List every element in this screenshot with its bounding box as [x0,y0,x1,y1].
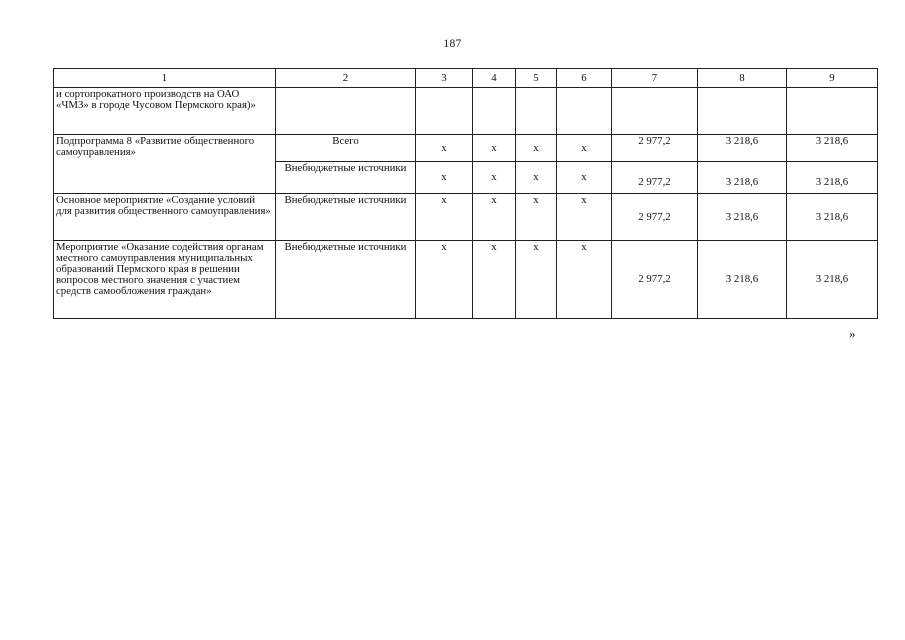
mark-cell: х [473,194,516,241]
mark-cell: х [557,135,612,162]
mark-cell: х [473,162,516,194]
amount-cell: 2 977,2 [612,162,698,194]
column-header: 9 [787,69,878,88]
amount-cell: 3 218,6 [698,194,787,241]
mark-cell: х [516,162,557,194]
mark-cell [557,88,612,135]
mark-cell [416,88,473,135]
amount-cell: 3 218,6 [698,241,787,319]
budget-table [53,68,878,319]
mark-cell: х [557,241,612,319]
source-cell: Всего [276,135,416,162]
mark-cell: х [516,194,557,241]
mark-cell: х [416,135,473,162]
amount-cell: 3 218,6 [698,135,787,162]
amount-cell: 3 218,6 [787,241,878,319]
source-cell [276,88,416,135]
source-cell: Внебюджетные источники [276,241,416,319]
mark-cell: х [416,162,473,194]
mark-cell: х [557,162,612,194]
table-row [54,135,878,162]
amount-cell: 2 977,2 [612,194,698,241]
mark-cell: х [473,241,516,319]
table-row [54,194,878,241]
source-cell: Внебюджетные источники [276,162,416,194]
amount-cell: 2 977,2 [612,135,698,162]
amount-cell: 3 218,6 [787,162,878,194]
page-number: 187 [443,38,462,50]
table-row [54,241,878,319]
column-header: 4 [473,69,516,88]
row-name-cell: Основное мероприятие «Создание условий для развития общественного самоуправления» [54,194,276,241]
column-header: 7 [612,69,698,88]
closing-quote: » [849,326,856,341]
mark-cell: х [473,135,516,162]
column-header: 5 [516,69,557,88]
mark-cell: х [416,194,473,241]
column-header: 3 [416,69,473,88]
mark-cell: х [516,135,557,162]
amount-cell [787,88,878,135]
mark-cell: х [516,241,557,319]
source-cell: Внебюджетные источники [276,194,416,241]
row-name-cell: Мероприятие «Оказание содействия органам местного самоуправления муниципальных образований Пермского края в решении вопросов местного значения с участием средств самообложения граждан» [54,241,276,319]
row-name-cell: Подпрограмма 8 «Развитие общественного самоуправления» [54,135,276,194]
amount-cell: 2 977,2 [612,241,698,319]
column-header: 1 [54,69,276,88]
table-row [54,88,878,135]
mark-cell [473,88,516,135]
mark-cell: х [416,241,473,319]
column-header: 6 [557,69,612,88]
amount-cell [698,88,787,135]
column-header: 8 [698,69,787,88]
amount-cell [612,88,698,135]
mark-cell [516,88,557,135]
table-header-row [54,69,878,88]
amount-cell: 3 218,6 [787,135,878,162]
amount-cell: 3 218,6 [787,194,878,241]
amount-cell: 3 218,6 [698,162,787,194]
column-header: 2 [276,69,416,88]
row-name-cell: и сортопрокатного производств на ОАО «ЧМЗ» в городе Чусовом Пермского края)» [54,88,276,135]
mark-cell: х [557,194,612,241]
